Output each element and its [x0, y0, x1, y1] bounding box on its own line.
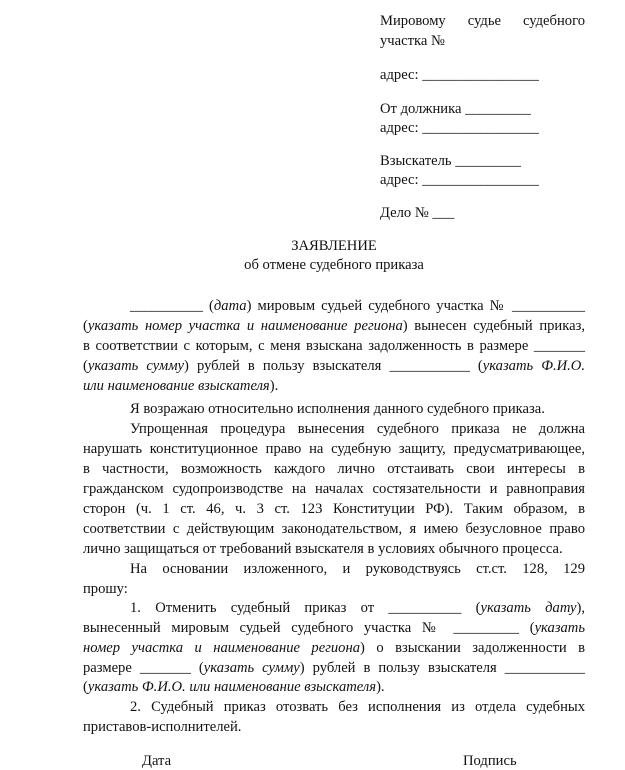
- text-segment: размере _______ (: [83, 660, 204, 676]
- text-line: [83, 480, 585, 498]
- text-line: [83, 540, 585, 558]
- text-segment: Упрощенная процедура вынесения судебного приказа не должна: [130, 421, 585, 437]
- text-segment: нарушать конституционное право на судебную защиту, предусматривающее,: [83, 441, 585, 457]
- debtor-field: От должника _________: [380, 101, 531, 117]
- text-segment: сторон (ч. 1 ст. 46, ч. 3 ст. 123 Конституции РФ). Таким образом, в: [83, 501, 585, 517]
- text-line: [83, 520, 585, 538]
- placeholder-hint: указать номер участка и наименование региона: [87, 318, 403, 334]
- signature-label: Подпись: [463, 753, 517, 769]
- placeholder-hint: или наименование взыскателя: [83, 378, 270, 394]
- text-line: [130, 400, 585, 418]
- text-line: [83, 460, 585, 478]
- text-line: [83, 377, 585, 395]
- document-title: ЗАЯВЛЕНИЕ: [291, 238, 377, 254]
- text-segment: 1. Отменить судебный приказ от __________ (: [130, 600, 481, 616]
- placeholder-hint: дата: [213, 298, 247, 314]
- text-segment: (: [83, 318, 88, 334]
- text-line: [83, 440, 585, 458]
- claimant-address: адрес: ________________: [380, 172, 539, 188]
- text-segment: Я возражаю относительно исполнения данного судебного приказа.: [130, 401, 545, 417]
- text-line: [130, 420, 585, 438]
- text-segment: ),: [576, 600, 586, 616]
- text-line: [130, 698, 585, 716]
- text-segment: в соответствии с которым, с меня взыскана задолженность в размере _______: [83, 338, 585, 354]
- text-segment: ) рублей в пользу взыскателя ___________ (: [184, 358, 483, 374]
- text-line: [83, 619, 585, 637]
- text-line: [83, 317, 585, 335]
- placeholder-hint: указать Ф.И.О. или наименование взыскателя: [87, 679, 377, 695]
- text-segment: приставов-исполнителей.: [83, 719, 242, 735]
- placeholder-hint: указать сумму: [203, 660, 300, 676]
- addressee-district: участка №: [380, 33, 445, 49]
- text-line: [83, 357, 585, 375]
- text-segment: ) о взыскании задолженности в: [360, 640, 585, 656]
- text-segment: лично защищаться от требований взыскателя в условиях обычного процесса.: [83, 541, 563, 557]
- text-line: [130, 560, 585, 578]
- text-segment: гражданском судопроизводстве на началах состязательности и равноправия: [83, 481, 585, 497]
- text-segment: На основании изложенного, и руководствуясь ст.ст. 128, 129: [130, 561, 585, 577]
- claimant-field: Взыскатель _________: [380, 153, 521, 169]
- addressee-address: адрес: ________________: [380, 67, 539, 83]
- text-line: [83, 718, 585, 736]
- text-segment: 2. Судебный приказ отозвать без исполнения из отдела судебных: [130, 699, 585, 715]
- addressee-judge: Мировому судье судебного: [380, 13, 585, 29]
- placeholder-hint: указать: [534, 620, 585, 636]
- text-segment: ).: [376, 679, 385, 695]
- text-segment: прошу:: [83, 581, 128, 597]
- placeholder-hint: указать сумму: [87, 358, 184, 374]
- date-label: Дата: [142, 753, 172, 769]
- text-line: [83, 659, 585, 677]
- text-segment: (: [83, 679, 88, 695]
- text-segment: в частности, возможность каждого лично отстаивать свои интересы в: [83, 461, 585, 477]
- text-line: [130, 599, 585, 617]
- text-segment: (: [83, 358, 88, 374]
- placeholder-hint: указать Ф.И.О.: [482, 358, 585, 374]
- text-segment: вынесенный мировым судьей судебного участка № _________ (: [83, 620, 535, 636]
- text-segment: __________ (: [130, 298, 214, 314]
- debtor-address: адрес: ________________: [380, 120, 539, 136]
- text-segment: ) рублей в пользу взыскателя ___________: [299, 660, 586, 676]
- placeholder-hint: указать дату: [480, 600, 577, 616]
- text-line: [83, 337, 585, 355]
- text-line: [83, 639, 585, 657]
- text-line: [130, 297, 585, 315]
- case-number: Дело № ___: [380, 205, 455, 221]
- text-line: [83, 580, 585, 598]
- text-segment: ).: [269, 378, 279, 394]
- document-subtitle: об отмене судебного приказа: [244, 257, 424, 273]
- text-segment: ) мировым судьей судебного участка № __________: [246, 298, 585, 314]
- text-line: [83, 500, 585, 518]
- placeholder-hint: номер участка и наименование региона: [83, 640, 361, 656]
- text-line: [83, 678, 585, 696]
- text-segment: соответствии с действующим законодательством, я имею безусловное право: [83, 521, 585, 537]
- text-segment: ) вынесен судебный приказ,: [402, 318, 586, 334]
